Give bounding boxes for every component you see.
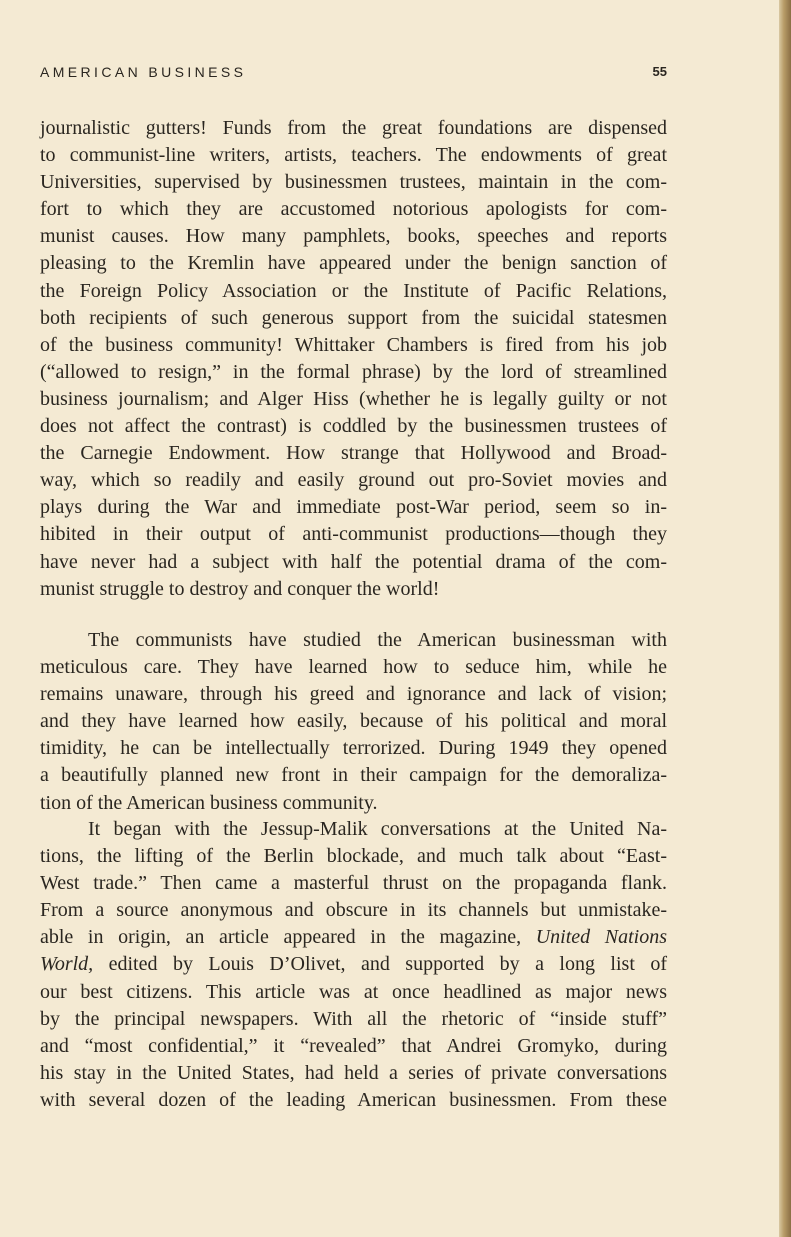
text-segment: both recipients of such generous support from the suicidal statesmen xyxy=(40,306,667,329)
text-segment: way, which so readily and easily ground out pro-Soviet movies and xyxy=(40,469,667,492)
text-line xyxy=(40,762,667,789)
text-segment: munist struggle to destroy and conquer the world! xyxy=(40,577,440,600)
text-line xyxy=(40,413,667,440)
text-segment: (“allowed to resign,” in the formal phrase) by the lord of streamlined xyxy=(40,360,667,383)
page-number: 55 xyxy=(652,64,667,79)
text-segment: plays during the War and immediate post-War period, seem so in- xyxy=(40,496,667,519)
text-segment: timidity, he can be intellectually terrorized. During 1949 they opened xyxy=(40,737,667,760)
text-segment: the Carnegie Endowment. How strange that Hollywood and Broad- xyxy=(40,442,667,465)
text-line xyxy=(40,115,667,142)
text-line xyxy=(40,924,667,951)
text-line xyxy=(40,494,667,521)
text-segment: of the business community! Whittaker Chambers is fired from his job xyxy=(40,333,667,356)
text-line xyxy=(40,790,667,817)
text-segment: munist causes. How many pamphlets, books, speeches and reports xyxy=(40,225,667,248)
text-line xyxy=(40,627,667,654)
text-line xyxy=(40,196,667,223)
text-line xyxy=(40,870,667,897)
text-line xyxy=(40,735,667,762)
paragraph xyxy=(40,115,667,603)
italic-text: United Nations xyxy=(535,926,667,949)
text-segment: his stay in the United States, had held a series of private conversations xyxy=(40,1061,667,1084)
text-line xyxy=(40,654,667,681)
text-line xyxy=(40,169,667,196)
text-segment: The communists have studied the American businessman with xyxy=(88,629,667,651)
text-line xyxy=(40,440,667,467)
text-line xyxy=(40,467,667,494)
text-line xyxy=(40,278,667,305)
text-segment: It began with the Jessup-Malik conversations at the United Na- xyxy=(88,818,667,840)
text-line xyxy=(40,305,667,332)
text-segment: and they have learned how easily, because of his political and moral xyxy=(40,710,667,733)
text-line xyxy=(40,250,667,277)
text-segment: From a source anonymous and obscure in its channels but unmistake- xyxy=(40,899,667,922)
text-segment: the Foreign Policy Association or the Institute of Pacific Relations, xyxy=(40,279,667,302)
text-line xyxy=(40,521,667,548)
text-line xyxy=(40,1006,667,1033)
text-line xyxy=(40,576,667,603)
text-line xyxy=(40,549,667,576)
text-line xyxy=(40,386,667,413)
text-segment: with several dozen of the leading American businessmen. From these xyxy=(40,1088,667,1111)
text-line xyxy=(40,681,667,708)
text-line xyxy=(40,816,667,843)
running-title: AMERICAN BUSINESS xyxy=(40,64,247,80)
text-line xyxy=(40,359,667,386)
text-segment: to communist-line writers, artists, teachers. The endowments of great xyxy=(40,144,667,167)
text-segment: fort to which they are accustomed notorious apologists for com- xyxy=(40,198,667,221)
text-line xyxy=(40,1087,667,1114)
text-line xyxy=(40,897,667,924)
text-line xyxy=(40,142,667,169)
text-line xyxy=(40,332,667,359)
text-segment: pleasing to the Kremlin have appeared under the benign sanction of xyxy=(40,252,667,275)
text-line xyxy=(40,1060,667,1087)
italic-text: World, xyxy=(40,953,94,976)
text-segment: business journalism; and Alger Hiss (whether he is legally guilty or not xyxy=(40,387,667,410)
text-segment: does not affect the contrast) is coddled by the businessmen trustees of xyxy=(40,415,667,438)
text-segment: meticulous care. They have learned how to seduce him, while he xyxy=(40,656,667,679)
paragraph xyxy=(40,627,667,817)
text-segment: remains unaware, through his greed and ignorance and lack of vision; xyxy=(40,683,667,706)
text-segment: edited by Louis D’Olivet, and supported by a long list of xyxy=(93,953,667,976)
text-segment: and “most confidential,” it “revealed” that Andrei Gromyko, during xyxy=(40,1034,667,1057)
text-line xyxy=(40,1033,667,1060)
text-segment: hibited in their output of anti-communist productions—though they xyxy=(40,523,667,546)
text-line xyxy=(40,979,667,1006)
text-segment: have never had a subject with half the potential drama of the com- xyxy=(40,550,667,573)
text-segment: West trade.” Then came a masterful thrust on the propaganda flank. xyxy=(40,872,667,895)
text-line xyxy=(40,223,667,250)
text-segment: a beautifully planned new front in their campaign for the demoraliza- xyxy=(40,764,667,787)
text-segment: our best citizens. This article was at once headlined as major news xyxy=(40,980,667,1003)
paragraph xyxy=(40,816,667,1114)
page-edge xyxy=(779,0,791,1237)
running-header xyxy=(40,64,667,86)
text-segment: by the principal newspapers. With all the rhetoric of “inside stuff” xyxy=(40,1007,667,1030)
text-segment: tions, the lifting of the Berlin blockade, and much talk about “East- xyxy=(40,845,667,868)
text-line xyxy=(40,951,667,978)
text-segment: able in origin, an article appeared in the magazine, xyxy=(40,926,536,949)
text-line xyxy=(40,843,667,870)
text-segment: journalistic gutters! Funds from the great foundations are dispensed xyxy=(40,117,667,139)
text-segment: Universities, supervised by businessmen trustees, maintain in the com- xyxy=(40,171,667,194)
text-segment: tion of the American business community. xyxy=(40,791,378,814)
text-line xyxy=(40,708,667,735)
